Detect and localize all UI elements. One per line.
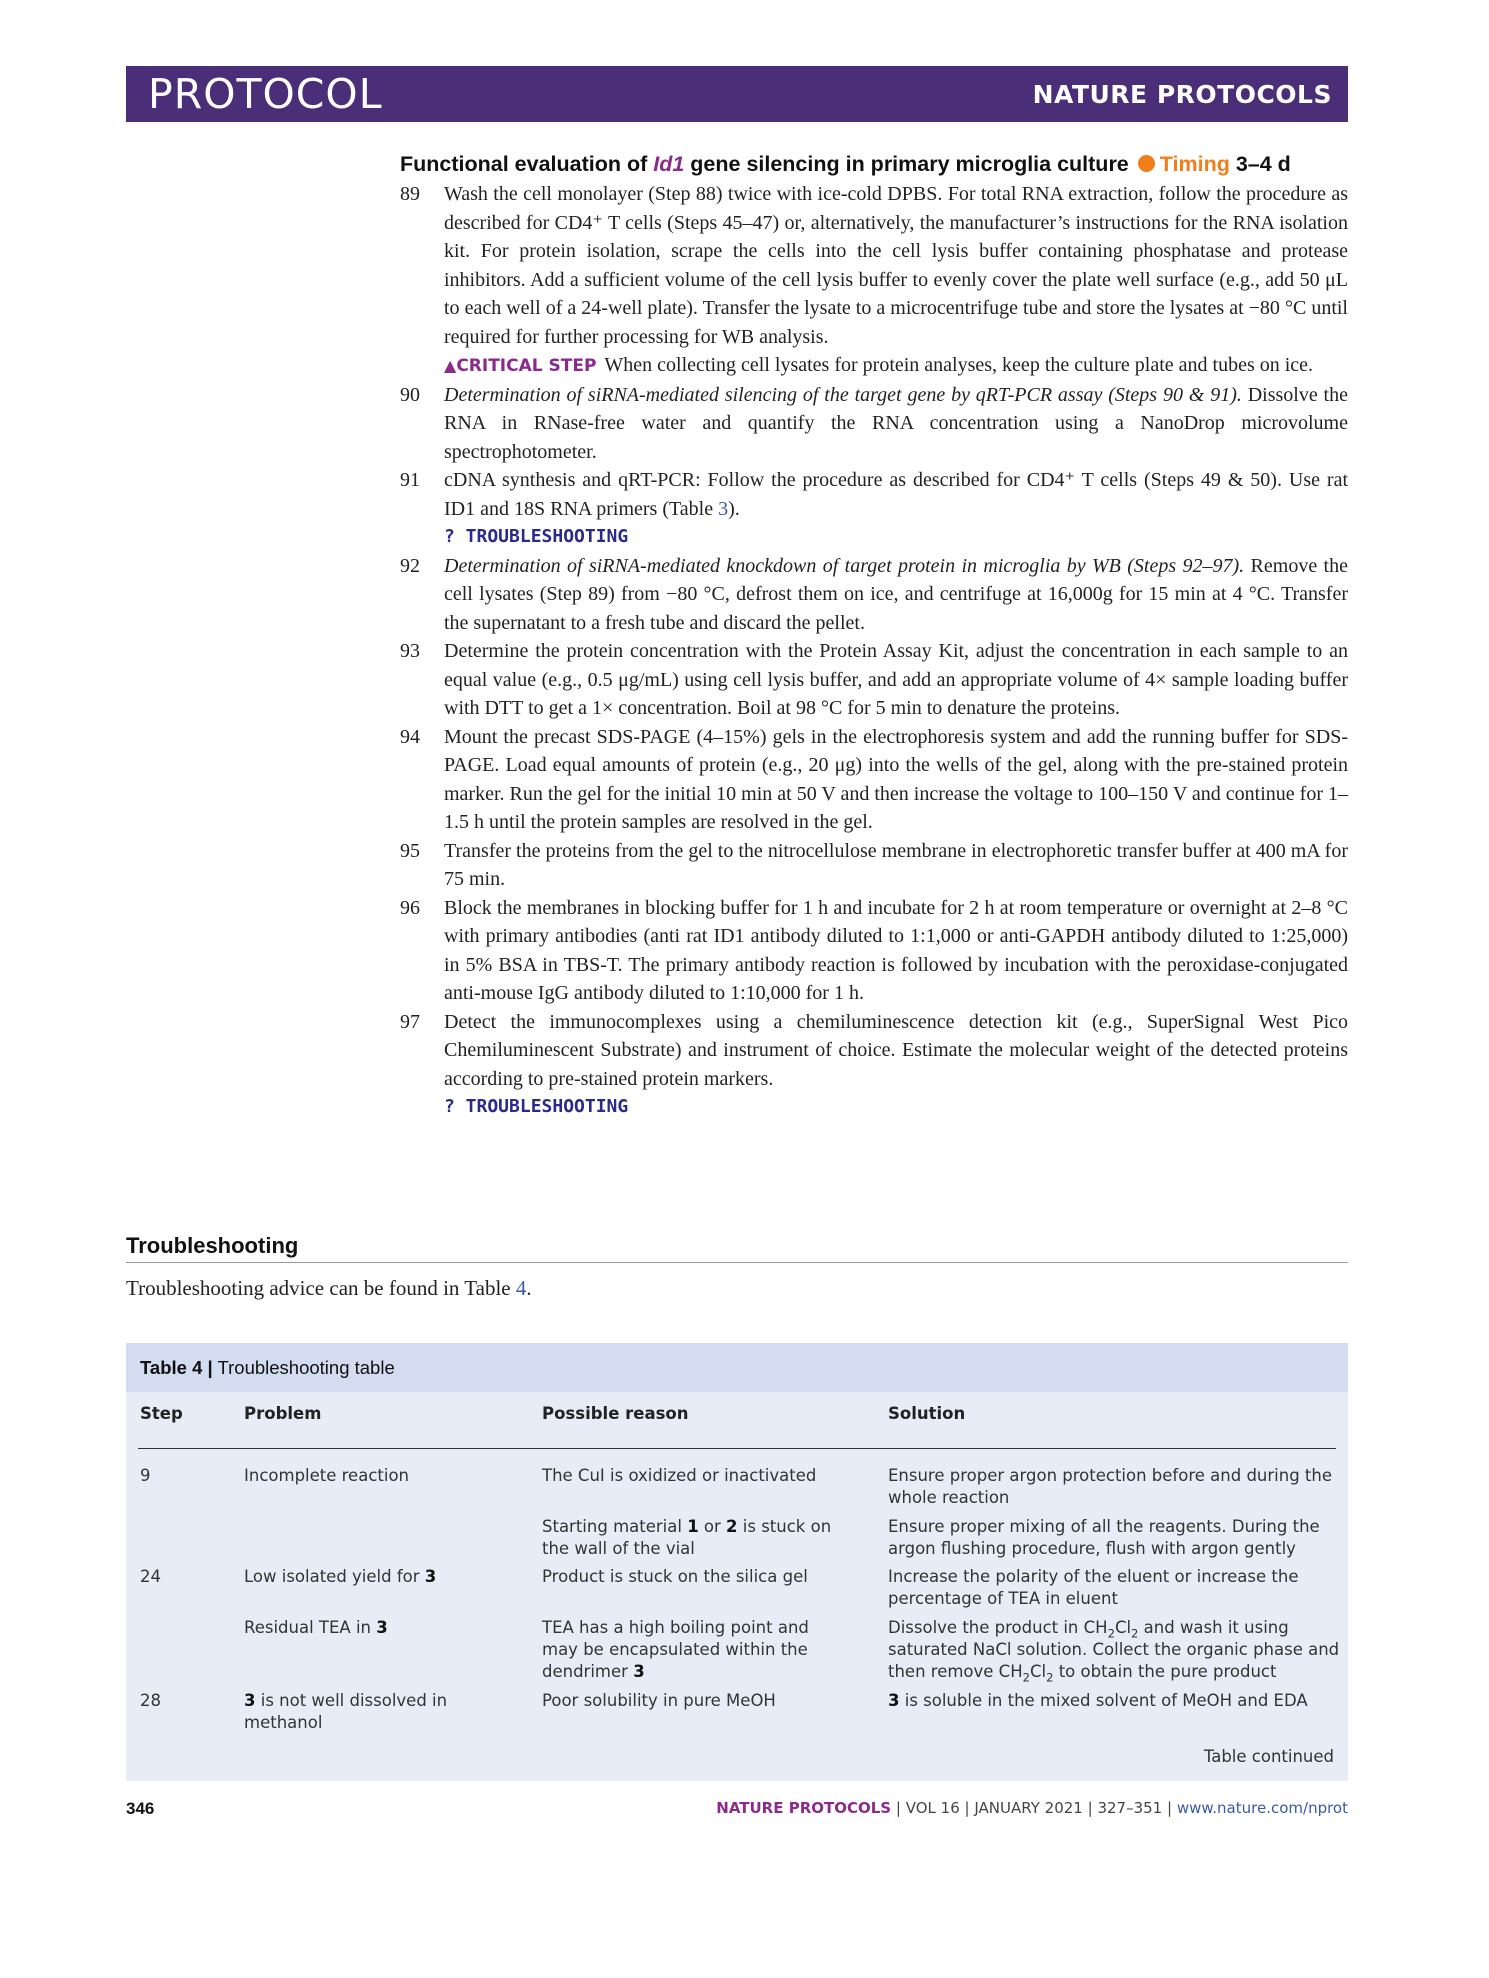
page-number: 346 <box>126 1799 155 1818</box>
table-row-step: 24 <box>140 1567 161 1586</box>
header-section-label: PROTOCOL <box>148 70 383 118</box>
col-step: Step <box>140 1404 183 1423</box>
table-row-problem: Low isolated yield for 3 <box>244 1567 437 1586</box>
table-row-step: 9 <box>140 1466 151 1485</box>
journal-url-link[interactable]: www.nature.com/nprot <box>1176 1799 1348 1817</box>
table-row-reason: Product is stuck on the silica gel <box>542 1567 808 1586</box>
gene-name: Id1 <box>653 152 685 176</box>
col-reason: Possible reason <box>542 1404 689 1423</box>
table-row-solution: Ensure proper mixing of all the reagents. During the argon flushing procedure, flush with argon gently <box>888 1517 1320 1558</box>
step-92: 92 Determination of siRNA-mediated knockdown of target protein in microglia by WB (Steps 92–97). Remove the cell lysates (Step 89) from −80 °C, defrost them on ice, and centrifuge at 16,000g for 15 min at 4 °C. Transfer the supernatant to a fresh tube and discard the pellet. <box>400 554 1348 634</box>
table-row-problem: Incomplete reaction <box>244 1466 409 1485</box>
table-row-problem: 3 is not well dissolved in methanol <box>244 1691 448 1732</box>
page-header <box>126 66 1348 122</box>
timing-label: Timing <box>1159 152 1230 176</box>
table-row-reason: The CuI is oxidized or inactivated <box>542 1466 817 1485</box>
table-row-solution: Dissolve the product in $CH_2Cl_2$ and wash it using saturated NaCl solution. Collect the organic phase and then remove $CH_2Cl_2$ to obtain the pure product <box>888 1618 1340 1685</box>
table-continued-note: Table continued <box>1203 1747 1334 1766</box>
header-rule <box>138 1448 1336 1449</box>
table-3-link[interactable]: 3 <box>718 497 729 520</box>
step-97: 97 Detect the immunocomplexes using a chemiluminescence detection kit (e.g., SuperSignal West Pico Chemiluminescent Substrate) and instrument of choice. Estimate the molecular weight of the detected proteins according to pre-stained protein markers. ? TROUBLESHOOTING <box>400 1008 1348 1122</box>
critical-triangle-icon: ▲ <box>444 356 457 375</box>
table-row-reason: Poor solubility in pure MeOH <box>542 1691 776 1710</box>
step-89: 89 Wash the cell monolayer (Step 88) twice with ice-cold DPBS. For total RNA extraction, follow the procedure as described for CD4⁺ T cells (Steps 45–47) or, alternatively, the manufacturer’s instructions for the RNA isolation kit. For protein isolation, scrape the cells into the cell lysis buffer containing phosphatase and protease inhibitors. Add a sufficient volume of the cell lysis buffer to evenly cover the plate well surface (e.g., add 50 μL to each well of a 24-well plate). Transfer the lysate to a microcentrifuge tube and store the lysates at −80 °C until required for further processing for WB analysis. ▲CRITICAL STEP When collecting cell lysates for protein analyses, keep the culture plate and tubes on ice. <box>400 180 1348 381</box>
step-94: 94 Mount the precast SDS-PAGE (4–15%) gels in the electrophoresis system and add the running buffer for SDS-PAGE. Load equal amounts of protein (e.g., 20 μg) into the wells of the gel, along with the pre-stained protein marker. Run the gel for the initial 10 min at 50 V and then increase the voltage to 100–150 V and continue for 1–1.5 h until the protein samples are resolved in the gel. <box>400 725 1348 833</box>
header-journal-name: NATURE PROTOCOLS <box>1032 80 1332 109</box>
troubleshooting-link[interactable]: ? TROUBLESHOOTING <box>444 526 629 547</box>
step-93: 93 Determine the protein concentration with the Protein Assay Kit, adjust the concentration in each sample to an equal value (e.g., 0.5 μg/mL) using cell lysis buffer, and add an appropriate volume of 4× sample loading buffer with DTT to get a 1× concentration. Boil at 98 °C for 5 min to denature the proteins. <box>400 640 1348 719</box>
table-row-problem: Residual TEA in 3 <box>244 1618 388 1637</box>
footer-citation: NATURE PROTOCOLS | VOL 16 | JANUARY 2021 | 327–351 | www.nature.com/nprot <box>716 1799 1348 1817</box>
step-95: 95 Transfer the proteins from the gel to the nitrocellulose membrane in electrophoretic transfer buffer at 400 mA for 75 min. <box>400 839 1348 890</box>
table-header-row <box>126 1403 1348 1433</box>
table-row-solution: Ensure proper argon protection before and during the whole reaction <box>888 1466 1332 1507</box>
table-4-link[interactable]: 4 <box>515 1276 527 1300</box>
step-91: 91 cDNA synthesis and qRT-PCR: Follow the procedure as described for CD4⁺ T cells (Steps 49 & 50). Use rat ID1 and 18S RNA primers (Table 3). ? TROUBLESHOOTING <box>400 466 1348 552</box>
troubleshooting-link[interactable]: ? TROUBLESHOOTING <box>444 1096 629 1117</box>
critical-step: ▲CRITICAL STEP When collecting cell lysates for protein analyses, keep the culture plate and tubes on ice. <box>444 354 1314 376</box>
step-96: 96 Block the membranes in blocking buffer for 1 h and incubate for 2 h at room temperature or overnight at 2–8 °C with primary antibodies (anti rat ID1 antibody diluted to 1:1,000 or anti-GAPDH antibody diluted to 1:25,000) in 5% BSA in TBS-T. The primary antibody reaction is followed by incubation with the peroxidase-conjugated anti-mouse IgG antibody diluted to 1:10,000 for 1 h. <box>400 896 1348 1004</box>
col-problem: Problem <box>244 1404 322 1423</box>
timing-dot-icon <box>1138 155 1155 172</box>
timing-value: 3–4 d <box>1235 152 1291 176</box>
col-solution: Solution <box>888 1404 966 1423</box>
step-90: 90 Determination of siRNA-mediated silencing of the target gene by qRT-PCR assay (Steps 90 & 91). Dissolve the RNA in RNase-free water and quantify the RNA concentration using a NanoDrop microvolume spectrophotometer. <box>400 383 1348 463</box>
procedure-steps <box>400 180 1348 1122</box>
troubleshooting-heading: Troubleshooting <box>126 1233 1348 1263</box>
table-row-step: 28 <box>140 1691 161 1710</box>
table-row-solution: 3 is soluble in the mixed solvent of MeOH and EDA <box>888 1691 1308 1710</box>
troubleshooting-table <box>126 1343 1348 1781</box>
table-row-solution: Increase the polarity of the eluent or increase the percentage of TEA in eluent <box>888 1567 1299 1608</box>
troubleshooting-text: Troubleshooting advice can be found in Table 4. <box>126 1276 532 1300</box>
section-title: Functional evaluation of Id1 gene silencing in primary microglia culture Timing 3–4 d <box>400 152 1291 176</box>
table-row-reason: TEA has a high boiling point and may be encapsulated within the dendrimer 3 <box>542 1618 809 1681</box>
table-row-reason: Starting material 1 or 2 is stuck on the wall of the vial <box>542 1517 832 1558</box>
table-caption: Table 4 | Troubleshooting table <box>126 1343 1348 1392</box>
